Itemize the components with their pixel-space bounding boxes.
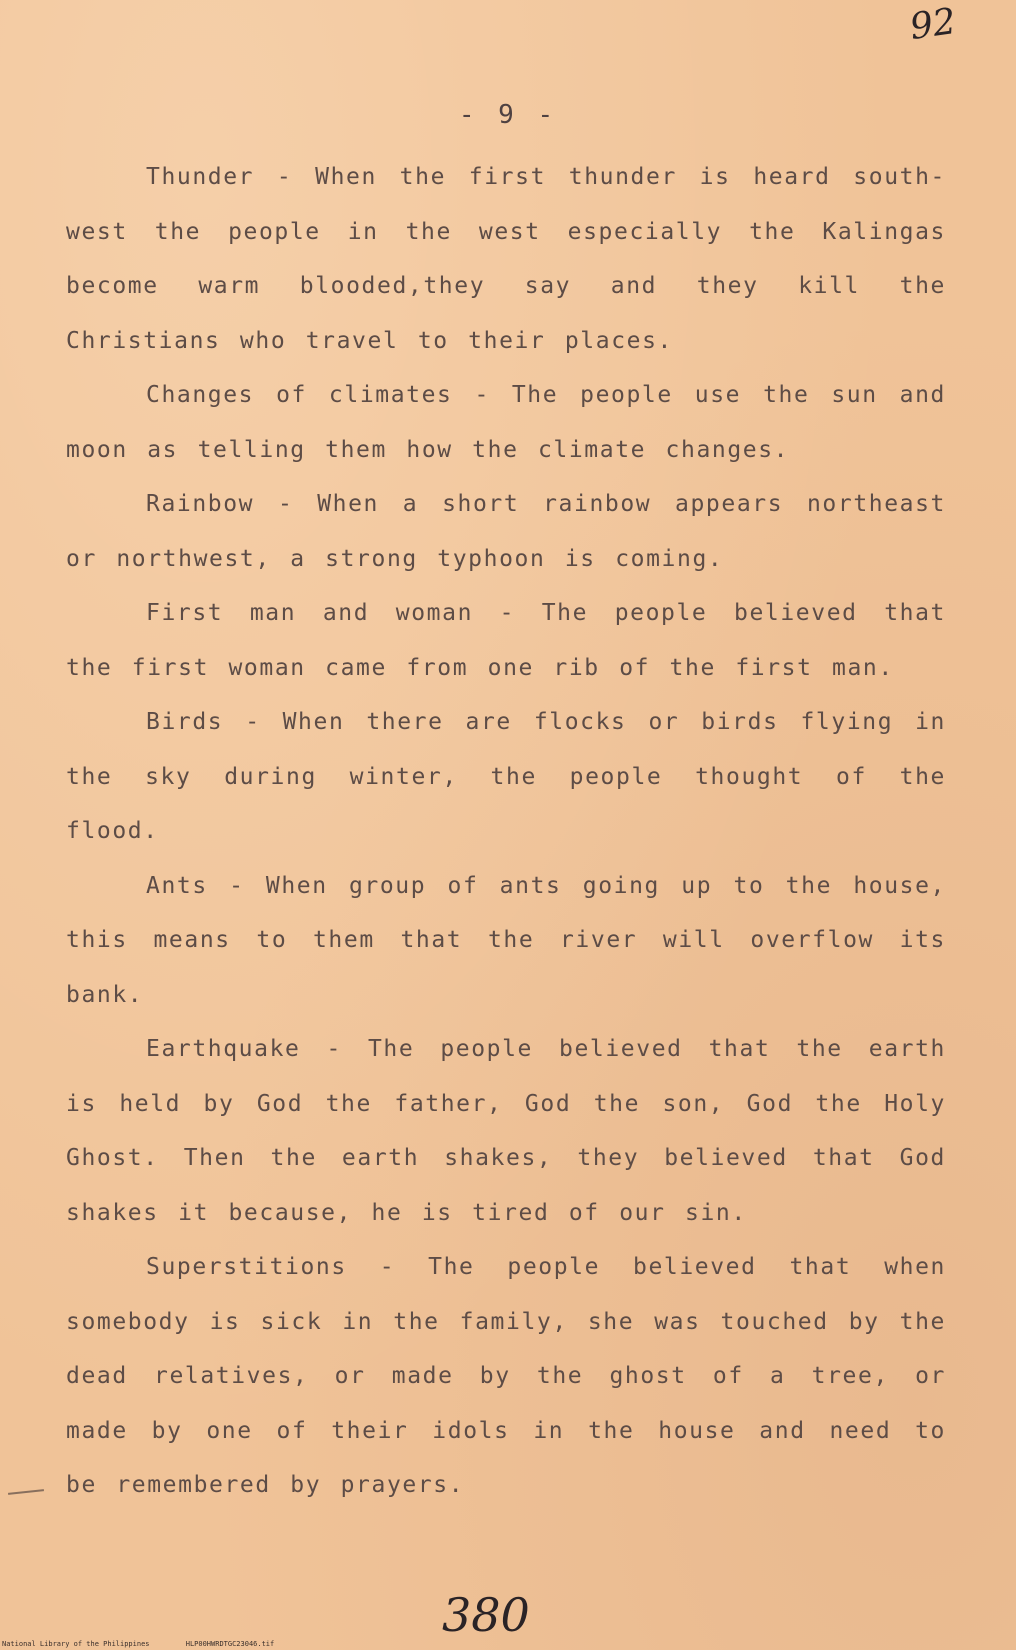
entry-first-man-and-woman — [66, 586, 946, 695]
entry-text: When there are flocks or birds flying in the sky during winter, the people thought of the flood. — [66, 709, 946, 844]
entry-text: The people believed that when somebody is sick in the family, she was touched by the dead relatives, or made by the ghost of a tree, or made by one of their idols in the house and need to be remembered by prayers. — [66, 1254, 946, 1498]
margin-pen-mark — [8, 1489, 44, 1495]
entry-term: Birds — [146, 709, 224, 735]
entry-separator: - — [229, 872, 245, 899]
entry-text: When a short rainbow appears northeast or northwest, a strong typhoon is coming. — [66, 491, 946, 572]
entry-superstitions — [66, 1240, 946, 1513]
entry-separator: - — [474, 382, 490, 408]
entry-text: When group of ants going up to the house, this means to them that the river will overflow its bank. — [66, 872, 947, 1008]
folio-number: 92 — [907, 1, 959, 48]
entry-text: The people believed that the earth is held by God the father, God the son, God the Holy Ghost. Then the earth shakes, they believed that God shakes it because, he is tired of our sin. — [66, 1036, 946, 1226]
entry-changes-of-climates — [66, 368, 946, 477]
library-credit: National Library of the Philippines — [2, 1640, 150, 1648]
entry-term: First man and woman — [146, 600, 474, 626]
entry-list — [66, 150, 946, 1513]
entry-term: Thunder — [146, 164, 255, 190]
entry-separator: - — [276, 164, 293, 190]
entry-separator: - — [277, 491, 294, 517]
entry-text: The people use the sun and moon as telling them how the climate changes. — [66, 382, 946, 463]
entry-separator: - — [245, 709, 261, 735]
scan-footer — [2, 1640, 306, 1648]
entry-separator: - — [499, 600, 516, 626]
entry-earthquake — [66, 1022, 946, 1240]
entry-term: Earthquake — [146, 1036, 301, 1062]
entry-text: The people believed that the first woman came from one rib of the first man. — [66, 600, 946, 681]
entry-term: Rainbow — [146, 491, 255, 517]
entry-ants — [66, 859, 946, 1023]
archive-page-number: 380 — [442, 1588, 530, 1642]
entry-term: Ants — [146, 872, 208, 899]
entry-term: Superstitions — [146, 1254, 347, 1280]
entry-birds — [66, 695, 946, 859]
page-number: - 9 - — [458, 100, 558, 130]
entry-text: When the first thunder is heard south-west the people in the west especially the Kalingas become warm blooded,they say and they kill the Christians who travel to their places. — [66, 164, 946, 354]
entry-separator: - — [379, 1254, 396, 1280]
entry-separator: - — [326, 1036, 342, 1062]
file-identifier: HLP00HWRDTGC23046.tif — [185, 1640, 275, 1648]
entry-thunder — [66, 150, 946, 368]
entry-rainbow — [66, 477, 946, 586]
entry-term: Changes of climates — [146, 382, 453, 408]
